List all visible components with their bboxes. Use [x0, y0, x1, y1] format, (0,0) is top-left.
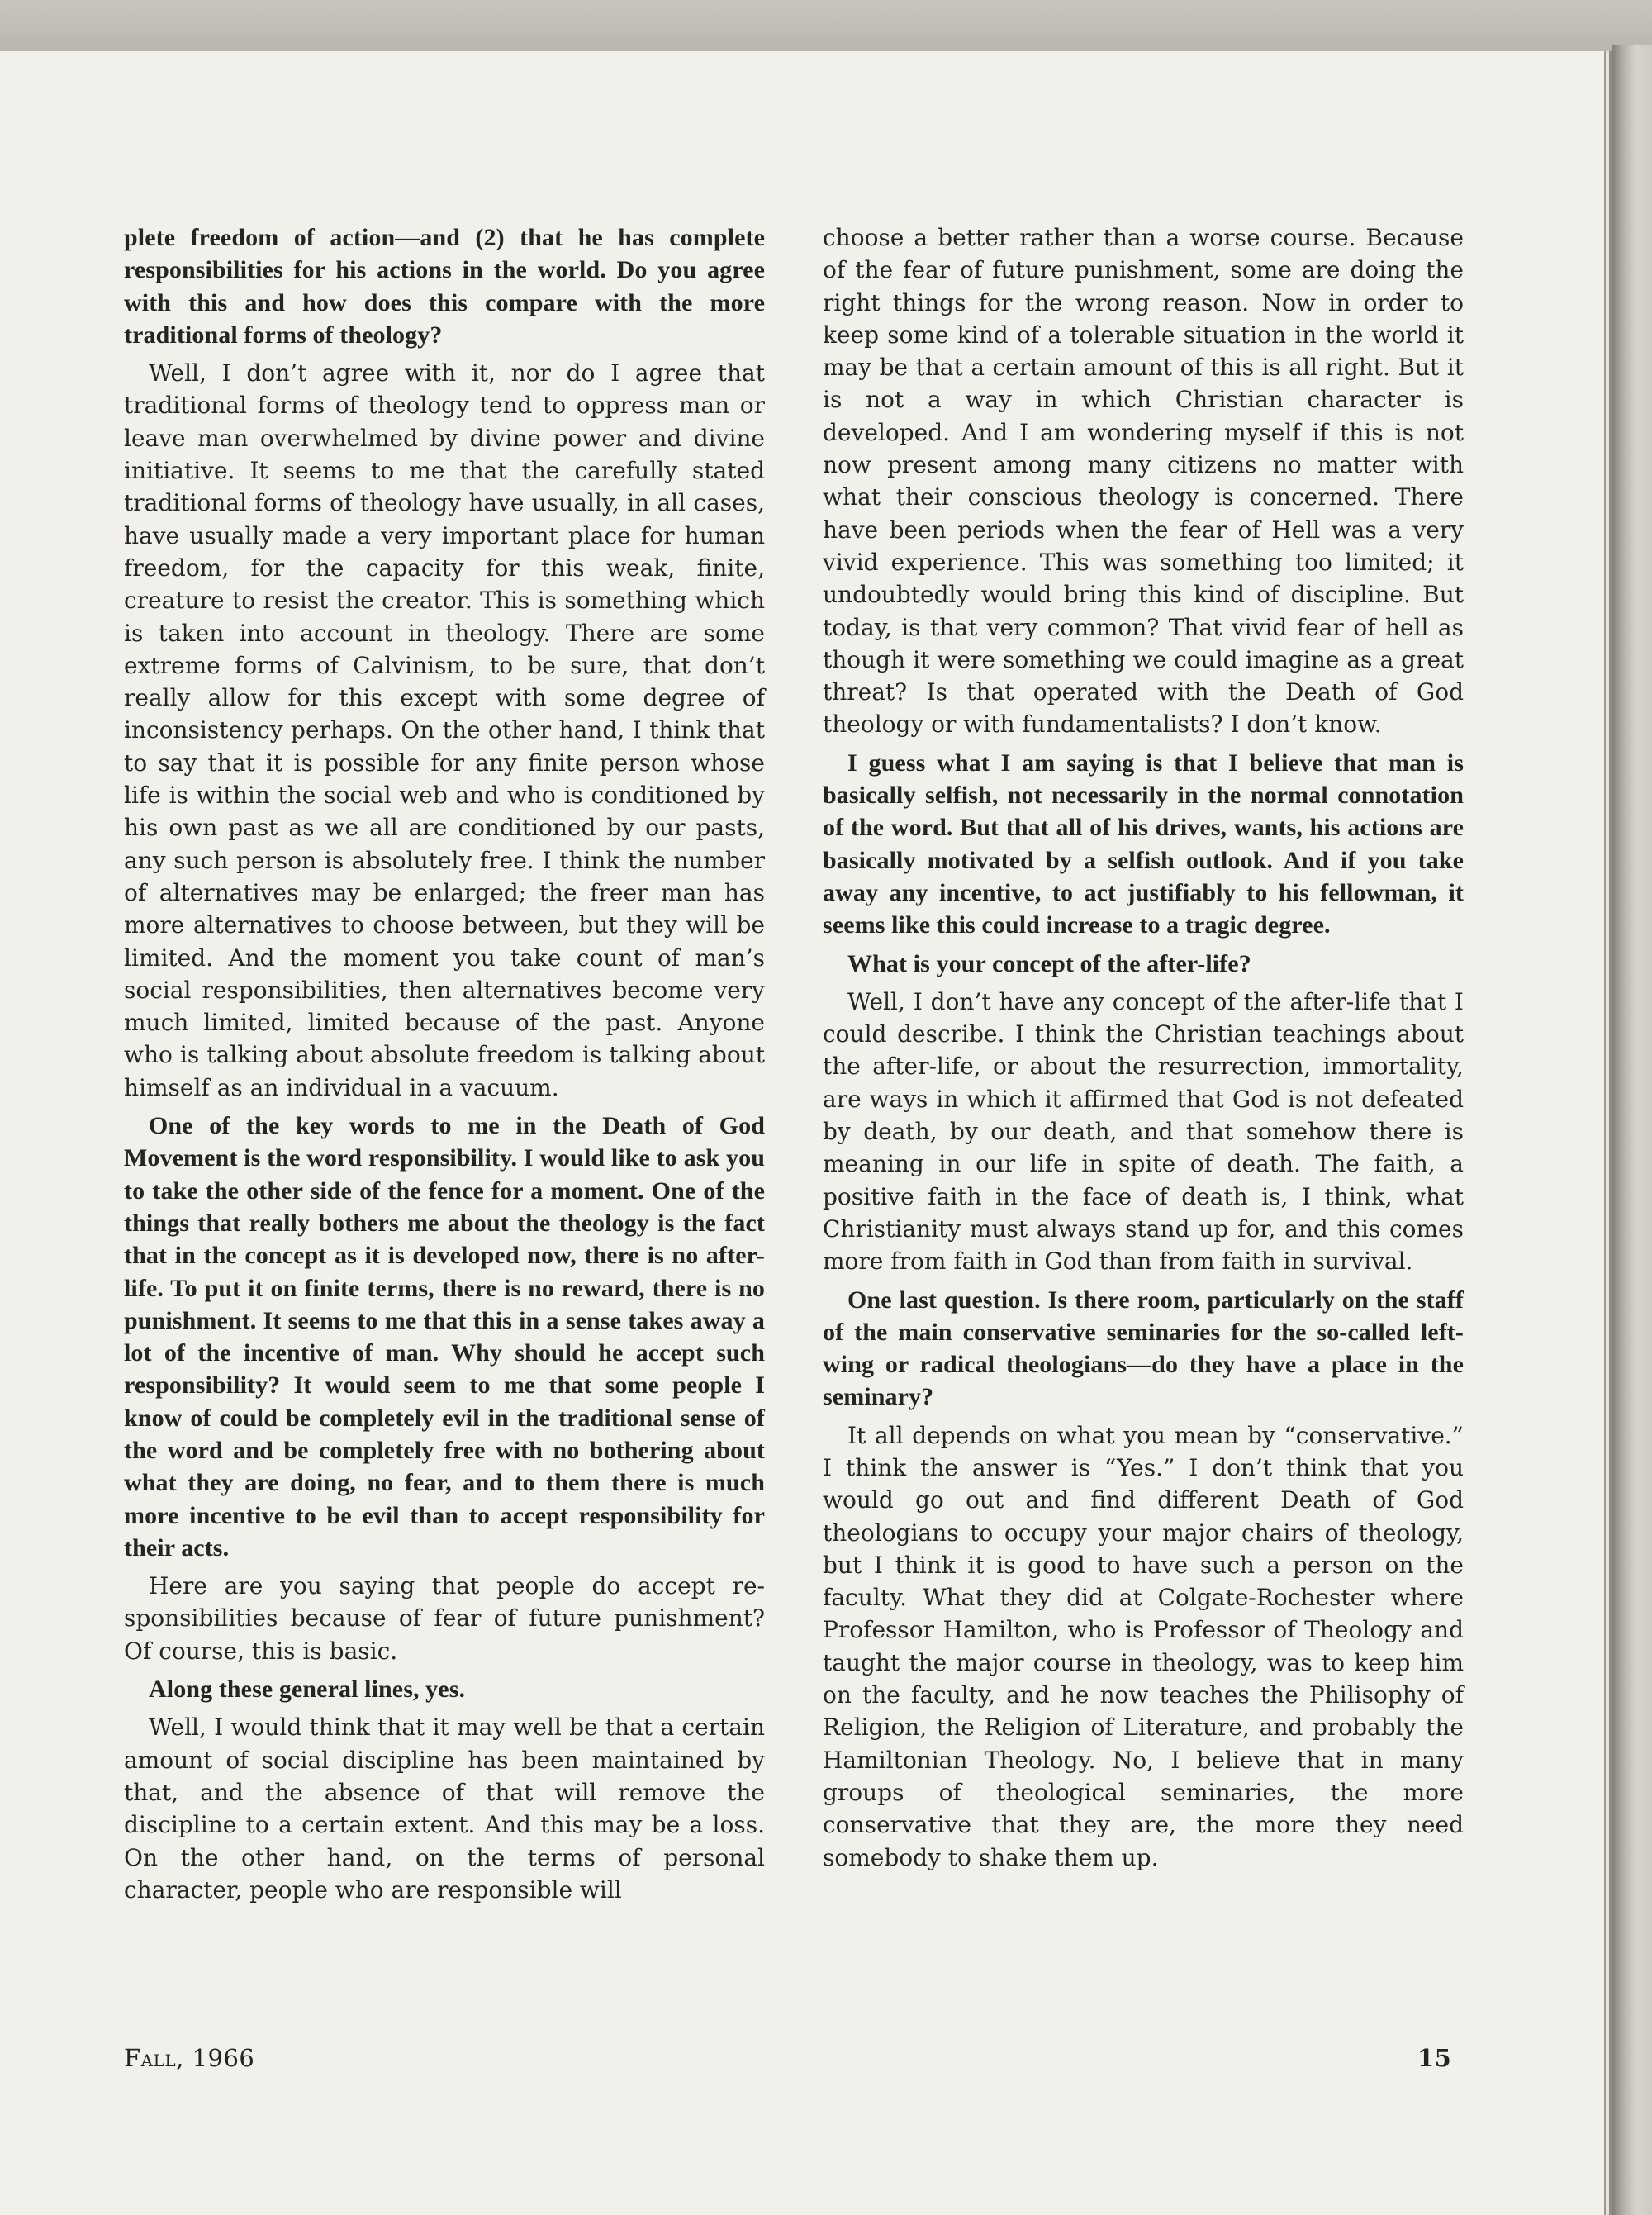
page-edge	[1612, 45, 1652, 2215]
question-paragraph: What is your concept of the after-life?	[847, 949, 1251, 977]
left-column	[124, 221, 765, 1912]
page-number: 15	[1417, 2044, 1452, 2072]
answer-continued: choose a better rather than a worse course. Because of the fear of future punishment, some are doing the right things for the wrong reason. Now in order to keep some kind of a tolerable situation in the world it may be that a certain amount of this is all right. But it is not a way in which Christian character is developed. And I am wondering myself if this is not now present among many citizens no matter with what their conscious theology is concerned. There have been periods when the fear of Hell was a very vivid experience. This was something too limited; it undoubtedly would bring this kind of discipline. But today, is that very common? That vivid fear of hell as though it were something we could imagine as a great threat? Is that operated with the Death of God theology or with fundamentalists? I don’t know.	[823, 224, 1464, 739]
issue-date: Fall, 1966	[124, 2044, 255, 2072]
question-paragraph: One of the key words to me in the Death of God Movement is the word responsibility. I would like to ask you to take the other side of the fence for a moment. One of the things that really bothers me about the theology is the fact that in the concept as it is developed now, there is no after-life. To put it on finite terms, there is no reward, there is no punishment. It seems to me that this in a sense takes away a lot of the incentive of man. Why should he accept such responsibility? It would seem to me that some people I know of could be completely evil in the traditional sense of the word and be completely free with no bothering about what they are doing, no fear, and to them there is much more incentive to be evil than to accept responsibility for their acts.	[124, 1112, 765, 1561]
question-paragraph: One last question. Is there room, particularly on the staff of the main conservative seminaries for the so-called left-wing or radical theologians—do they have a place in the seminary?	[823, 1286, 1464, 1411]
question-continued: plete freedom of action—and (2) that he has complete responsibilities for his actions in the world. Do you agree with this and how does this compare with the more traditional forms of theology?	[124, 224, 765, 349]
right-column	[823, 221, 1464, 1880]
answer-paragraph: It all depends on what you mean by “conservative.” I think the answer is “Yes.” I don’t think that you would go out and find different Death of God theologians to occupy your major chairs of theology, but I think it is good to have such a person on the faculty. What they did at Colgate-Rochester where Professor Hamilton, who is Professor of Theology and taught the major course in theology, was to keep him on the faculty, and he now teaches the Philisophy of Religion, the Religion of Literature, and probably the Hamiltonian Theology. No, I believe that in many groups of theological seminaries, the more conservative that they are, the more they need somebody to shake them up.	[823, 1421, 1464, 1871]
scan-background	[0, 0, 1652, 51]
answer-paragraph: Well, I would think that it may well be that a certain amount of social discipline has been maintained by that, and the absence of that will remove the discipline to a certain extent. And this may be a loss. On the other hand, on the terms of personal character, people who are responsible will	[124, 1714, 765, 1904]
answer-paragraph: Well, I don’t agree with it, nor do I agree that traditional forms of theology tend to oppress man or leave man overwhelmed by divine power and divine initiative. It seems to me that the carefully stated traditional forms of theology have usually, in all cases, have usually made a very important place for human freedom, for the capacity for this weak, finite, creature to resist the creator. This is something which is taken into account in theology. There are some extreme forms of Calvinism, to be sure, that don’t really allow for this except with some degree of inconsistency perhaps. On the other hand, I think that to say that it is possible for any finite person whose life is within the social web and who is conditioned by his own past as we all are conditioned by our pasts, any such person is absolutely free. I think the number of alternatives may be enlarged; the freer man has more alternatives to choose between, but they will be limited. And the moment you take count of man’s social responsibilities, then alternatives become very much limited, limited because of the past. Anyone who is talking about absolute freedom is talking about himself as an individual in a vacuum.	[124, 359, 765, 1101]
answer-paragraph: Well, I don’t have any concept of the after-life that I could describe. I think the Christian teachings about the after-life, or about the resurrection, immortality, are ways in which it affirmed that God is not defeated by death, by our death, and that somehow there is meaning in our life in spite of death. The faith, a positive faith in the face of death is, I think, what Christianity must always stand up for, and this comes more from faith in God than from faith in survival.	[823, 987, 1464, 1276]
question-paragraph: I guess what I am saying is that I believe that man is basically selfish, not necessarily in the normal connotation of the word. But that all of his drives, wants, his actions are basically motivated by a selfish outlook. And if you take away any incentive, to act justifiably to his fellowman, it seems like this could increase to a tragic degree.	[823, 749, 1464, 939]
answer-paragraph: Here are you saying that people do accept responsibilities because of fear of future punishment? Of course, this is basic.	[124, 1572, 765, 1665]
question-paragraph: Along these general lines, yes.	[149, 1676, 466, 1704]
